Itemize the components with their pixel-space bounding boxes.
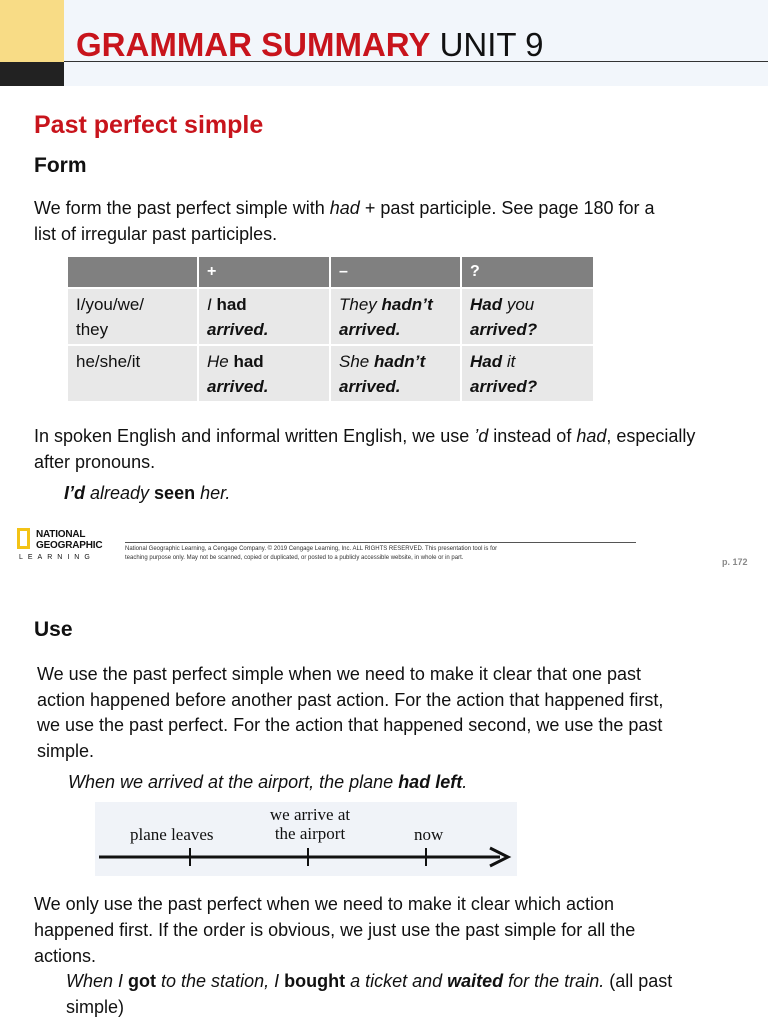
timeline-diagram xyxy=(95,802,517,876)
example-part: her. xyxy=(195,483,231,503)
example-part: (all past xyxy=(604,971,673,991)
example-part: had left xyxy=(398,772,463,792)
header-accent-yellow xyxy=(0,0,64,62)
neg-participle: arrived. xyxy=(339,377,401,396)
page-title-unit: UNIT 9 xyxy=(439,26,544,63)
spoken-had: had xyxy=(576,426,607,446)
table-cell-positive xyxy=(198,288,330,345)
subject-text: I/you/we/ xyxy=(76,295,145,314)
example-part: waited xyxy=(447,971,504,991)
table-header-row xyxy=(68,257,593,288)
form-intro-text: We form the past perfect simple with xyxy=(34,198,330,218)
table-row xyxy=(68,288,593,345)
example-part: for the train. xyxy=(503,971,605,991)
example-part: . xyxy=(462,772,468,792)
form-intro-text-3: list of irregular past participles. xyxy=(34,224,278,244)
legal-line: National Geographic Learning, a Cengage Company. © 2019 Cengage Learning, Inc. ALL RIGHTS RESERVED. This presentation tool is for xyxy=(125,546,498,552)
spoken-text-2: instead of xyxy=(488,426,577,446)
form-intro-text-2: + past participle. See page 180 for a xyxy=(359,198,655,218)
spoken-text-4: after pronouns. xyxy=(34,452,156,472)
header-accent-black xyxy=(0,62,64,86)
form-heading: Form xyxy=(34,154,87,177)
use-heading: Use xyxy=(34,618,73,641)
example-sentence xyxy=(64,480,230,506)
subject-text: he/she/it xyxy=(76,352,141,371)
pos-subject: I xyxy=(207,295,217,314)
example-part: simple) xyxy=(66,997,125,1017)
use-example-2 xyxy=(66,968,756,1020)
q-verb: Had xyxy=(470,295,503,314)
spoken-note xyxy=(34,423,759,475)
use-line: we use the past perfect. For the action that happened second, we use the past xyxy=(37,715,663,735)
logo-learning: LEARNING xyxy=(19,554,95,561)
example-part: When I xyxy=(66,971,129,991)
spoken-text: In spoken English and informal written English, we use xyxy=(34,426,475,446)
footer-rule xyxy=(125,542,636,543)
logo-line: NATIONAL xyxy=(36,529,86,540)
neg-verb: hadn’t xyxy=(373,352,426,371)
use-example-1 xyxy=(68,769,467,795)
logo-line: GEOGRAPHIC xyxy=(36,540,103,551)
pos-participle: arrived. xyxy=(207,320,269,339)
q-verb: Had xyxy=(470,352,503,371)
table-cell-subject xyxy=(68,288,198,345)
table-cell-positive xyxy=(198,345,330,401)
example-part: to the station, I xyxy=(156,971,285,991)
table-header-positive: + xyxy=(198,257,330,288)
table-header-negative: – xyxy=(330,257,461,288)
table-cell-question xyxy=(461,345,593,401)
timeline-label-line: the airport xyxy=(274,824,346,843)
example-part: seen xyxy=(154,483,196,503)
neg-participle: arrived. xyxy=(339,320,401,339)
table-cell-negative xyxy=(330,288,461,345)
q-participle: arrived? xyxy=(470,377,538,396)
example-part: already xyxy=(85,483,155,503)
neg-subject: She xyxy=(339,352,374,371)
q-subject: you xyxy=(502,295,535,314)
table-cell-negative xyxy=(330,345,461,401)
use-line: actions. xyxy=(34,946,97,966)
use-line: We only use the past perfect when we need to make it clear which action xyxy=(34,894,614,914)
legal-line: teaching purpose only. May not be scanned, copied or duplicated, or posted to a publicly accessible website, in whole or in part. xyxy=(125,555,464,561)
table-cell-question xyxy=(461,288,593,345)
table-header-question: ? xyxy=(461,257,593,288)
pos-subject: He xyxy=(207,352,234,371)
use-paragraph-2 xyxy=(34,891,759,969)
table-cell-subject xyxy=(68,345,198,401)
timeline-label-line: we arrive at xyxy=(269,805,351,824)
pos-participle: arrived. xyxy=(207,377,269,396)
neg-verb: hadn’t xyxy=(381,295,433,314)
use-line: action happened before another past action. For the action that happened first, xyxy=(37,689,664,710)
example-part: a ticket and xyxy=(345,971,448,991)
table-row xyxy=(68,345,593,401)
pos-verb: had xyxy=(233,352,264,371)
use-line: simple. xyxy=(37,740,95,761)
neg-subject: They xyxy=(339,295,382,314)
example-part: bought xyxy=(284,971,346,991)
use-paragraph-1 xyxy=(37,662,762,764)
timeline-label-plane: plane leaves xyxy=(130,825,214,844)
nat-geo-logo-frame-icon xyxy=(17,528,30,549)
form-intro-had: had xyxy=(329,198,360,218)
timeline-label-now: now xyxy=(414,825,444,844)
example-part: I’d xyxy=(64,483,85,503)
table-header-subject xyxy=(68,257,198,288)
pos-verb: had xyxy=(216,295,247,314)
page-title xyxy=(76,26,544,64)
form-intro xyxy=(34,195,754,247)
legal-notice xyxy=(125,545,645,563)
page-number: p. 172 xyxy=(722,557,748,567)
example-part: When we arrived at the airport, the plane xyxy=(68,772,399,792)
page-title-main: GRAMMAR SUMMARY xyxy=(76,26,431,63)
spoken-d: ’d xyxy=(474,426,489,446)
example-part: got xyxy=(128,971,157,991)
q-participle: arrived? xyxy=(470,320,538,339)
timeline-label-arrive xyxy=(245,805,375,843)
q-subject: it xyxy=(502,352,516,371)
spoken-text-3: , especially xyxy=(606,426,696,446)
subject-text: they xyxy=(76,320,109,339)
use-line: happened first. If the order is obvious, we just use the past simple for all the xyxy=(34,920,636,940)
use-line: We use the past perfect simple when we need to make it clear that one past xyxy=(37,664,642,684)
conjugation-table xyxy=(68,257,593,401)
nat-geo-logo xyxy=(36,529,102,551)
section-title: Past perfect simple xyxy=(34,111,264,139)
